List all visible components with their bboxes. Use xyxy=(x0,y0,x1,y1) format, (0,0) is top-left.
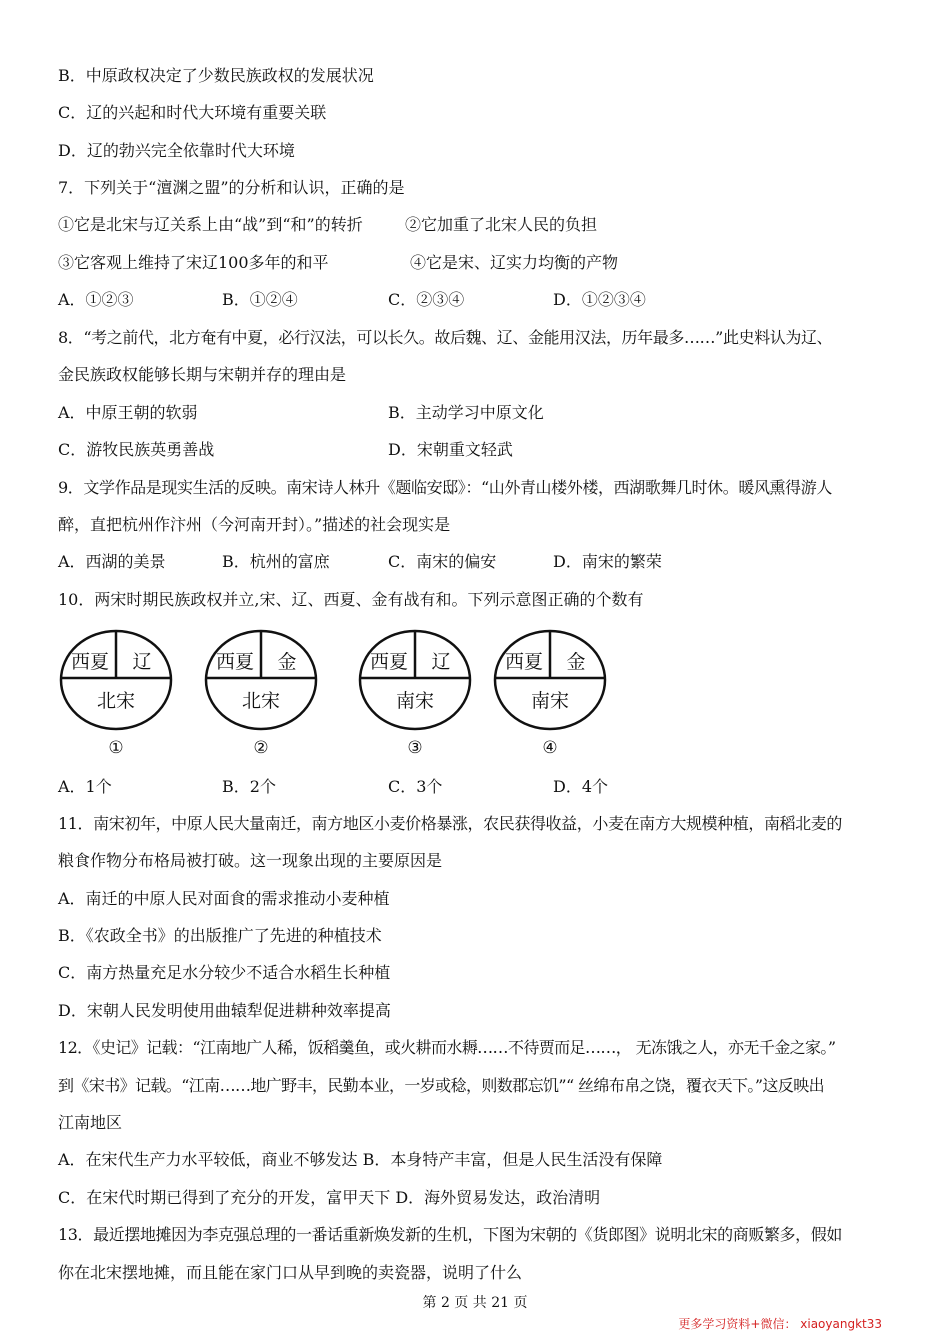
q8-stem-line2: 金民族政权能够长期与宋朝并存的理由是 xyxy=(58,365,347,384)
q10-option-b: B．2个 xyxy=(222,777,276,796)
q10-diagram-1-number: ① xyxy=(108,738,124,758)
q10-diagram-3 xyxy=(357,628,473,732)
diagram-4-top-left: 西夏 xyxy=(504,651,544,673)
q10-option-c: C．3个 xyxy=(388,777,443,796)
q8-stem-line1: 8．“考之前代，北方奄有中夏，必行汉法，可以长久。故后魏、辽、金能用汉法，历年最多……”此史料认为辽、 xyxy=(58,328,833,347)
q8-option-d: D．宋朝重文轻武 xyxy=(388,440,513,459)
q11-stem-line2: 粮食作物分布格局被打破。这一现象出现的主要原因是 xyxy=(58,851,443,870)
watermark: 更多学习资料+微信： xiaoyangkt33 xyxy=(678,1317,882,1331)
q9-option-b: B．杭州的富庶 xyxy=(222,552,330,571)
q12-stem-line1: 12．《史记》记载：“江南地广人稀，饭稻羹鱼，或火耕而水耨……不待贾而足……， 无冻饿之人，亦无千金之家。” xyxy=(58,1038,836,1057)
q11-option-b: B．《农政全书》的出版推广了先进的种植技术 xyxy=(58,926,382,945)
q10-diagram-1 xyxy=(58,628,174,732)
q8-option-c: C．游牧民族英勇善战 xyxy=(58,440,215,459)
q8-option-a: A．中原王朝的软弱 xyxy=(58,403,198,422)
q11-option-c: C．南方热量充足水分较少不适合水稻生长种植 xyxy=(58,963,391,982)
q6-option-d: D．辽的勃兴完全依靠时代大环境 xyxy=(58,141,295,160)
q11-stem-line1: 11．南宋初年，中原人民大量南迁，南方地区小麦价格暴涨，农民获得收益，小麦在南方大规模种植，南稻北麦的 xyxy=(58,814,842,833)
q7-statement-3: ③它客观上维持了宋辽100多年的和平 xyxy=(58,253,329,272)
q10-diagram-2-number: ② xyxy=(253,738,269,758)
q6-option-b: B．中原政权决定了少数民族政权的发展状况 xyxy=(58,66,374,85)
q9-stem-line1: 9．文学作品是现实生活的反映。南宋诗人林升《题临安邸》：“山外青山楼外楼，西湖歌舞几时休。暖风熏得游人 xyxy=(58,478,832,497)
q10-option-a: A．1个 xyxy=(58,777,112,796)
q10-diagram-4 xyxy=(492,628,608,732)
q7-statement-4: ④它是宋、辽实力均衡的产物 xyxy=(410,253,619,272)
q7-option-d: D．①②③④ xyxy=(553,290,646,309)
q7-statement-1: ①它是北宋与辽关系上由“战”到“和”的转折 xyxy=(58,215,363,234)
q10-option-d: D．4个 xyxy=(553,777,609,796)
q7-option-b: B．①②④ xyxy=(222,290,298,309)
diagram-1-bottom: 北宋 xyxy=(96,690,136,712)
page-footer: 第 2 页 共 21 页 xyxy=(422,1295,528,1311)
diagram-4-bottom: 南宋 xyxy=(530,690,570,712)
q12-options-ab: A．在宋代生产力水平较低，商业不够发达 B．本身特产丰富，但是人民生活没有保障 xyxy=(58,1150,663,1169)
diagram-1-top-left: 西夏 xyxy=(70,651,110,673)
q7-option-a: A．①②③ xyxy=(58,290,134,309)
q13-stem-line2: 你在北宋摆地摊，而且能在家门口从早到晚的卖瓷器，说明了什么 xyxy=(58,1263,523,1282)
q7-stem: 7．下列关于“澶渊之盟”的分析和认识，正确的是 xyxy=(58,178,405,197)
q13-stem-line1: 13．最近摆地摊因为李克强总理的一番话重新焕发新的生机，下图为宋朝的《货郎图》说明北宋的商贩繁多，假如 xyxy=(58,1225,842,1244)
q9-stem-line2: 醉，直把杭州作汴州（今河南开封）。”描述的社会现实是 xyxy=(58,515,451,534)
q10-diagram-4-number: ④ xyxy=(542,738,558,758)
q10-diagram-3-number: ③ xyxy=(407,738,423,758)
diagram-2-top-right: 金 xyxy=(277,651,297,673)
diagram-3-top-right: 辽 xyxy=(431,651,451,673)
q10-diagram-2 xyxy=(203,628,319,732)
q12-stem-line3: 江南地区 xyxy=(58,1113,123,1132)
q9-option-d: D．南宋的繁荣 xyxy=(553,552,662,571)
q9-option-c: C．南宋的偏安 xyxy=(388,552,497,571)
q7-statement-2: ②它加重了北宋人民的负担 xyxy=(405,215,598,234)
q9-option-a: A．西湖的美景 xyxy=(58,552,166,571)
diagram-4-top-right: 金 xyxy=(566,651,586,673)
q11-option-d: D．宋朝人民发明使用曲辕犁促进耕种效率提高 xyxy=(58,1001,391,1020)
diagram-2-bottom: 北宋 xyxy=(241,690,281,712)
q12-stem-line2: 到《宋书》记载。“江南……地广野丰，民勤本业，一岁或稔，则数郡忘饥”“ 丝绵布帛之饶，覆衣天下。”这反映出 xyxy=(58,1076,825,1095)
q8-option-b: B．主动学习中原文化 xyxy=(388,403,544,422)
diagram-1-top-right: 辽 xyxy=(132,651,152,673)
q10-stem: 10．两宋时期民族政权并立,宋、辽、西夏、金有战有和。下列示意图正确的个数有 xyxy=(58,590,644,609)
diagram-3-top-left: 西夏 xyxy=(369,651,409,673)
q6-option-c: C．辽的兴起和时代大环境有重要关联 xyxy=(58,103,327,122)
diagram-3-bottom: 南宋 xyxy=(395,690,435,712)
q11-option-a: A．南迁的中原人民对面食的需求推动小麦种植 xyxy=(58,889,390,908)
diagram-2-top-left: 西夏 xyxy=(215,651,255,673)
q12-options-cd: C．在宋代时期已得到了充分的开发，富甲天下 D．海外贸易发达，政治清明 xyxy=(58,1188,601,1207)
q7-option-c: C．②③④ xyxy=(388,290,465,309)
